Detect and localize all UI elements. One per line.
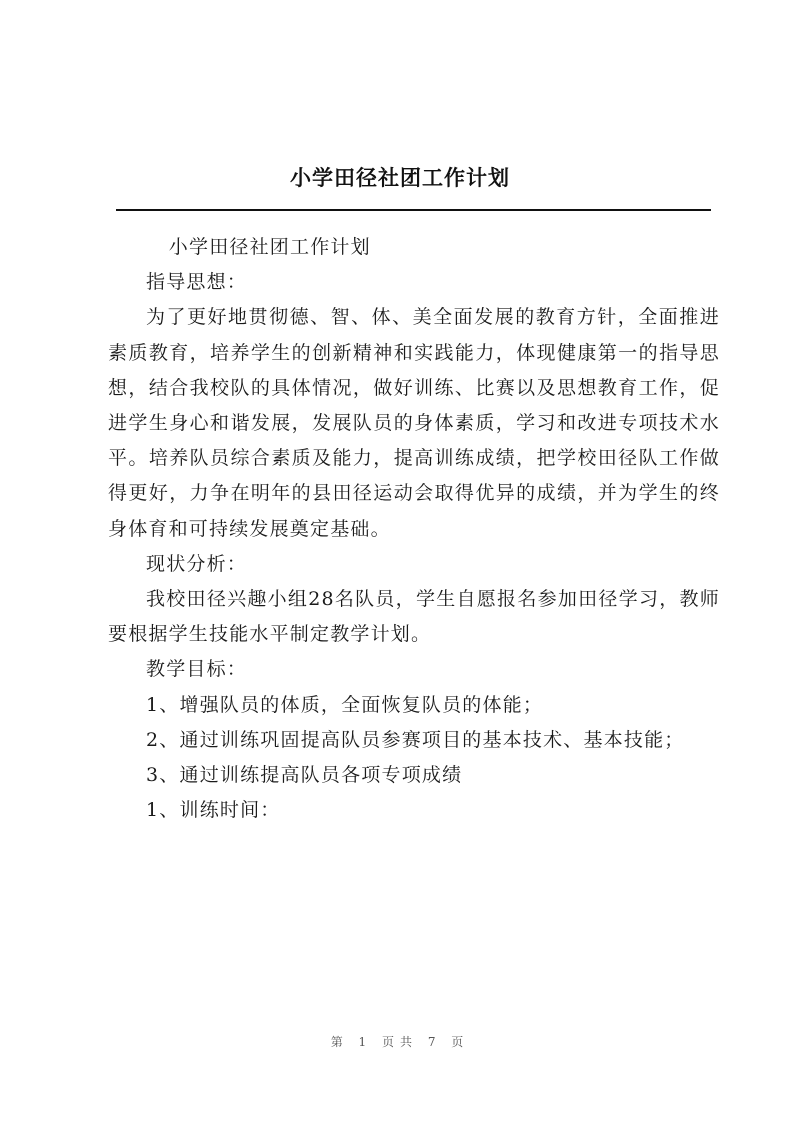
heading-teaching-goals: 教学目标： [146, 658, 248, 681]
document-body [108, 230, 720, 828]
document-title: 小学田径社团工作计划 [290, 165, 510, 190]
page-number-footer: 第 1 页共 7 页 [330, 1035, 470, 1049]
paragraph-guiding-ideology: 为了更好地贯彻德、智、体、美全面发展的教育方针，全面推进素质教育，培养学生的创新精神和实践能力，体现健康第一的指导思想，结合我校队的具体情况，做好训练、比赛以及思想教育工作，促进学生身心和谐发展，发展队员的身体素质，学习和改进专项技术水平。培养队员综合素质及能力，提高训练成绩，把学校田径队工作做得更好，力争在明年的县田径运动会取得优异的成绩，并为学生的终身体育和可持续发展奠定基础。 [108, 306, 720, 540]
title-divider [116, 209, 711, 211]
paragraph-status-analysis: 我校田径兴趣小组28名队员，学生自愿报名参加田径学习，教师要根据学生技能水平制定教学计划。 [108, 588, 720, 646]
goal-item-2: 2、通过训练巩固提高队员参赛项目的基本技术、基本技能； [146, 728, 685, 751]
heading-status-analysis: 现状分析： [146, 552, 248, 575]
goal-item-3: 3、通过训练提高队员各项专项成绩 [146, 764, 463, 787]
subtitle-paragraph: 小学田径社团工作计划 [168, 236, 371, 258]
goal-item-1: 1、增强队员的体质，全面恢复队员的体能； [146, 693, 544, 716]
heading-guiding-ideology: 指导思想： [146, 271, 248, 294]
heading-training-time: 1、训练时间： [146, 799, 281, 822]
